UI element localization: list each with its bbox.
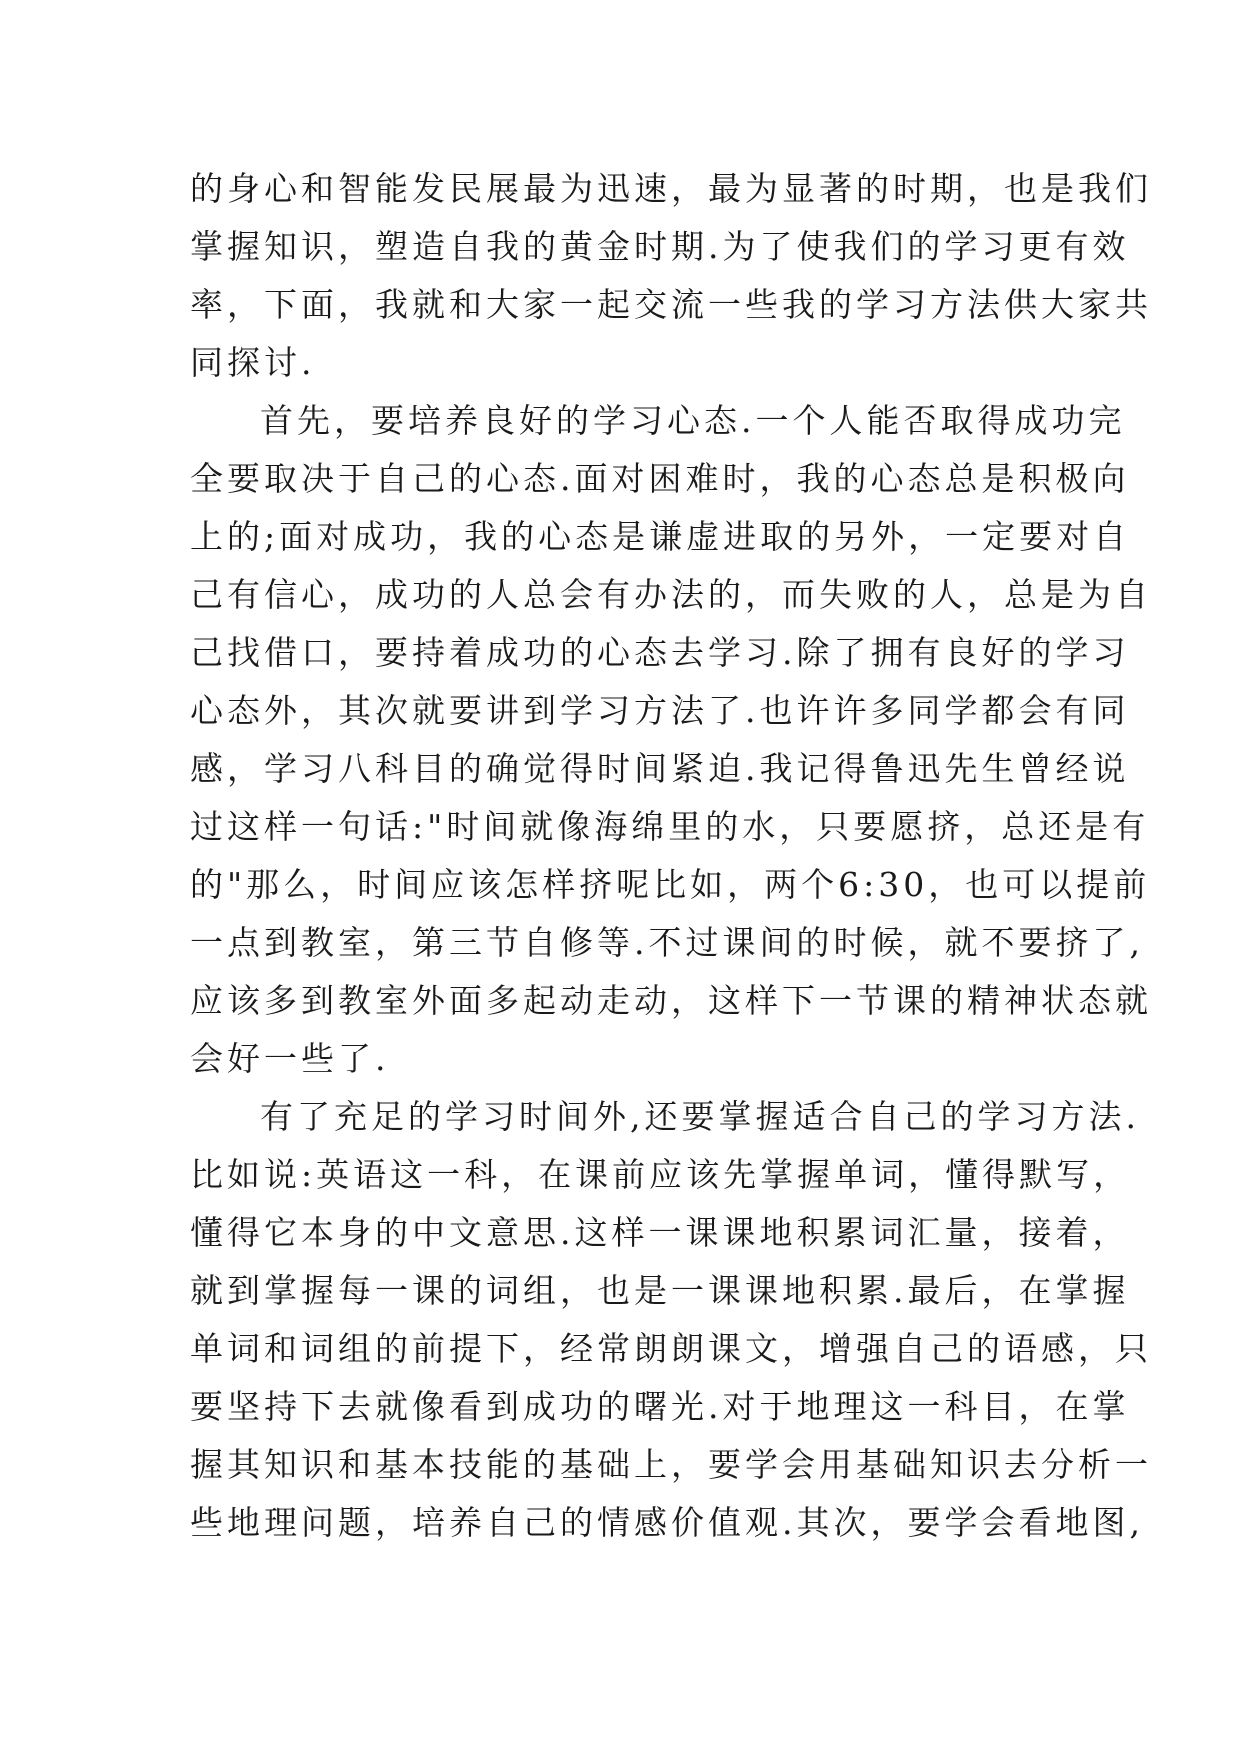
text-line: 的"那么，时间应该怎样挤呢比如，两个6:30，也可以提前 <box>190 865 1151 904</box>
text-line: 己有信心，成功的人总会有办法的，而失败的人，总是为自 <box>190 575 1152 614</box>
text-line: 感，学习八科目的确觉得时间紧迫.我记得鲁迅先生曾经说 <box>190 749 1130 788</box>
text-line: 握其知识和基本技能的基础上，要学会用基础知识去分析一 <box>190 1445 1152 1484</box>
text-line: 比如说:英语这一科，在课前应该先掌握单词，懂得默写， <box>190 1155 1131 1194</box>
text-line: 掌握知识，塑造自我的黄金时期.为了使我们的学习更有效 <box>190 227 1130 266</box>
text-line: 同探讨. <box>190 343 316 382</box>
text-line: 有了充足的学习时间外,还要掌握适合自己的学习方法. <box>260 1097 1140 1136</box>
text-line: 的身心和智能发民展最为迅速，最为显著的时期，也是我们 <box>190 169 1152 208</box>
text-line: 过这样一句话:"时间就像海绵里的水，只要愿挤，总还是有 <box>190 807 1150 846</box>
text-line: 一点到教室，第三节自修等.不过课间的时候，就不要挤了, <box>190 923 1144 962</box>
text-line: 上的;面对成功，我的心态是谦虚进取的另外，一定要对自 <box>190 517 1131 556</box>
text-line: 要坚持下去就像看到成功的曙光.对于地理这一科目，在掌 <box>190 1387 1130 1426</box>
text-line: 单词和词组的前提下，经常朗朗课文，增强自己的语感，只 <box>190 1329 1152 1368</box>
text-line: 会好一些了. <box>190 1039 390 1078</box>
text-line: 就到掌握每一课的词组，也是一课课地积累.最后，在掌握 <box>190 1271 1130 1310</box>
text-line: 懂得它本身的中文意思.这样一课课地积累词汇量，接着， <box>190 1213 1130 1252</box>
text-line: 全要取决于自己的心态.面对困难时，我的心态总是积极向 <box>190 459 1130 498</box>
paragraph-3 <box>190 1088 1152 1552</box>
paragraph-1 <box>190 160 1152 392</box>
paragraph-2 <box>190 392 1152 1088</box>
document-body <box>190 160 1152 1552</box>
text-line: 心态外，其次就要讲到学习方法了.也许许多同学都会有同 <box>190 691 1130 730</box>
text-line: 首先，要培养良好的学习心态.一个人能否取得成功完 <box>260 401 1126 440</box>
text-line: 应该多到教室外面多起动走动，这样下一节课的精神状态就 <box>190 981 1152 1020</box>
text-line: 些地理问题，培养自己的情感价值观.其次，要学会看地图, <box>190 1503 1144 1542</box>
text-line: 己找借口，要持着成功的心态去学习.除了拥有良好的学习 <box>190 633 1130 672</box>
text-line: 率，下面，我就和大家一起交流一些我的学习方法供大家共 <box>190 285 1152 324</box>
